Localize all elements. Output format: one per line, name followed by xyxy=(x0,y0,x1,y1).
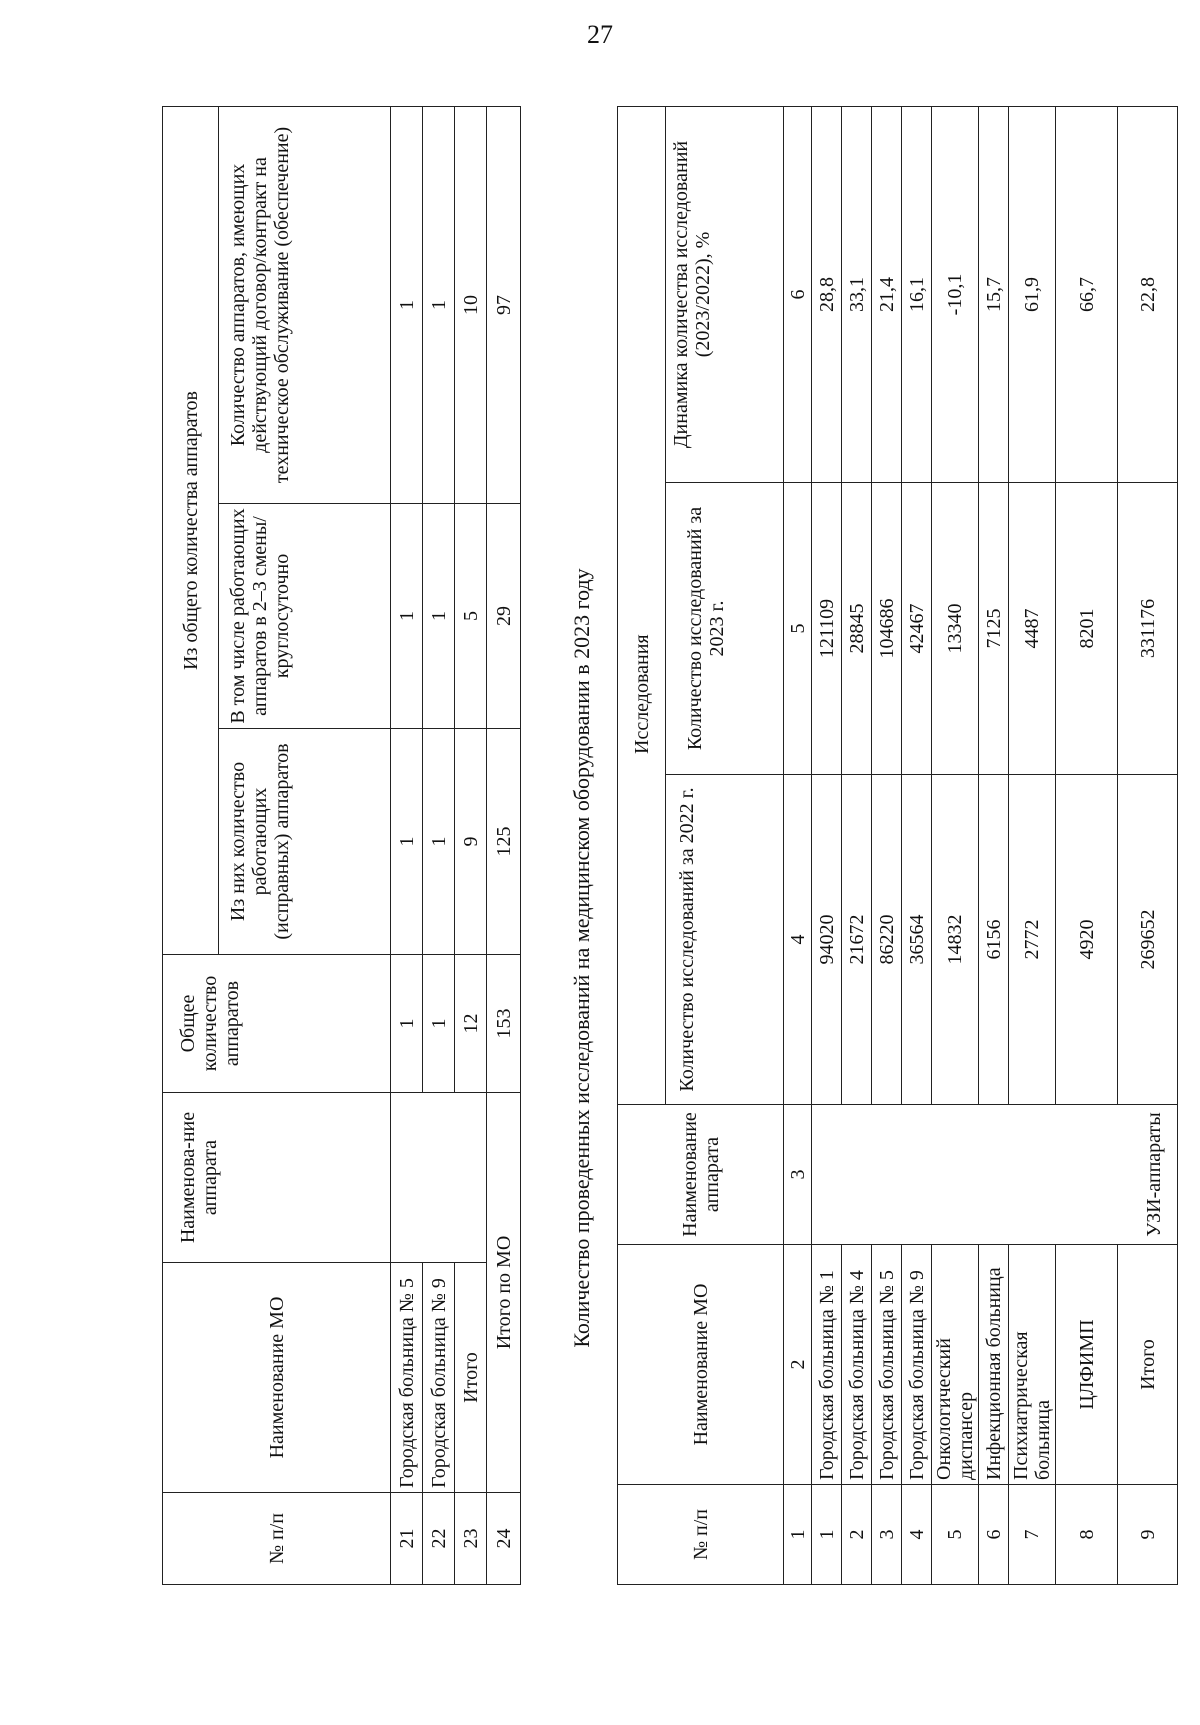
row-shifts: 1 xyxy=(423,504,455,729)
row-contract: 1 xyxy=(423,107,455,504)
header-mo-name: Наименование МО xyxy=(163,1263,391,1493)
equipment-status-table xyxy=(162,106,521,1585)
header-shifts: В том числе работающих аппаратов в 2–3 смены/ круглосуточно xyxy=(219,504,391,729)
row-2023: 28845 xyxy=(842,483,872,775)
row-dynamics: 28,8 xyxy=(812,106,842,482)
research-count-table-wrapper xyxy=(617,107,1165,1585)
row-mo: Городская больница № 5 xyxy=(872,1245,902,1485)
header-contract: Количество аппаратов, имеющих действующий договор/контракт на техническое обслуживание (обеспечение) xyxy=(219,107,391,504)
row-shifts: 29 xyxy=(487,504,521,729)
row-dynamics: 22,8 xyxy=(1118,106,1178,482)
row-dynamics: -10,1 xyxy=(932,106,979,482)
row-2023: 331176 xyxy=(1118,483,1178,775)
row-2022: 86220 xyxy=(872,775,902,1105)
table-caption: Количество проведенных исследований на медицинском оборудовании в 2023 году xyxy=(569,568,594,1348)
row-2022: 2772 xyxy=(1009,775,1056,1105)
table-row xyxy=(423,107,455,1585)
header-mo-name: Наименование МО xyxy=(618,1245,784,1485)
table-row xyxy=(391,107,423,1585)
header-working: Из них количество работающих (исправных) аппаратов xyxy=(219,729,391,955)
header-total: Общее количество аппаратов xyxy=(163,955,391,1093)
row-total: 12 xyxy=(455,955,487,1093)
row-mo: Онкологический диспансер xyxy=(932,1245,979,1485)
row-num: 23 xyxy=(455,1493,487,1585)
row-num: 8 xyxy=(1056,1485,1118,1585)
row-2023: 121109 xyxy=(812,483,842,775)
page-number: 27 xyxy=(587,20,613,49)
equipment-status-table-wrapper xyxy=(162,107,520,1585)
row-contract: 1 xyxy=(391,107,423,504)
col-number: 6 xyxy=(784,106,812,482)
header-research-blank xyxy=(618,775,666,1105)
row-2023: 7125 xyxy=(979,483,1009,775)
row-dynamics: 33,1 xyxy=(842,106,872,482)
row-2022: 6156 xyxy=(979,775,1009,1105)
header-of-total: Из общего количества аппаратов xyxy=(163,107,219,955)
header-device-name: Наименова-ние аппарата xyxy=(163,1093,391,1263)
row-2022: 14832 xyxy=(932,775,979,1105)
row-dynamics: 21,4 xyxy=(872,106,902,482)
table-row xyxy=(812,106,842,1584)
row-2022: 36564 xyxy=(902,775,932,1105)
row-mo: Итого по МО xyxy=(487,1093,521,1493)
row-num: 7 xyxy=(1009,1485,1056,1585)
table-row xyxy=(1056,106,1118,1584)
row-total: 1 xyxy=(423,955,455,1093)
row-contract: 10 xyxy=(455,107,487,504)
col-number: 3 xyxy=(784,1105,812,1245)
col-number: 5 xyxy=(784,483,812,775)
row-mo: Психиатрическая больница xyxy=(1009,1245,1056,1485)
row-shifts: 1 xyxy=(391,504,423,729)
row-2022: 4920 xyxy=(1056,775,1118,1105)
row-num: 6 xyxy=(979,1485,1009,1585)
header-device-name: Наименование аппарата xyxy=(618,1105,784,1245)
table-row xyxy=(932,106,979,1584)
row-2022: 94020 xyxy=(812,775,842,1105)
row-mo: Инфекционная больница xyxy=(979,1245,1009,1485)
row-dynamics: 16,1 xyxy=(902,106,932,482)
header-2023: Количество исследований за 2023 г. xyxy=(666,483,784,775)
row-2023: 13340 xyxy=(932,483,979,775)
row-num: 3 xyxy=(872,1485,902,1585)
column-numbers-row xyxy=(784,106,812,1584)
row-dynamics: 15,7 xyxy=(979,106,1009,482)
table-row xyxy=(455,107,487,1585)
row-num: 1 xyxy=(812,1485,842,1585)
row-num: 4 xyxy=(902,1485,932,1585)
row-mo: Городская больница № 9 xyxy=(902,1245,932,1485)
table-row xyxy=(979,106,1009,1584)
row-mo: Городская больница № 9 xyxy=(423,1263,455,1493)
col-number: 4 xyxy=(784,775,812,1105)
row-working: 1 xyxy=(391,729,423,955)
research-count-table xyxy=(617,106,1178,1585)
row-mo: ЦЛФИМП xyxy=(1056,1245,1118,1485)
row-2023: 42467 xyxy=(902,483,932,775)
table-row xyxy=(1118,106,1178,1584)
row-total: 1 xyxy=(391,955,423,1093)
table-row xyxy=(872,106,902,1584)
row-device: УЗИ-аппараты xyxy=(812,1105,1178,1245)
row-num: 9 xyxy=(1118,1485,1178,1585)
header-num: № п/п xyxy=(163,1493,391,1585)
row-working: 1 xyxy=(423,729,455,955)
row-total: 153 xyxy=(487,955,521,1093)
row-dynamics: 66,7 xyxy=(1056,106,1118,482)
row-working: 9 xyxy=(455,729,487,955)
row-shifts: 5 xyxy=(455,504,487,729)
table-row xyxy=(487,107,521,1585)
header-dynamics: Динамика количества исследований (2023/2022), % xyxy=(666,106,784,482)
header-num: № п/п xyxy=(618,1485,784,1585)
row-2023: 8201 xyxy=(1056,483,1118,775)
row-mo: Городская больница № 1 xyxy=(812,1245,842,1485)
table-row xyxy=(902,106,932,1584)
row-device xyxy=(391,1093,487,1263)
row-mo: Итого xyxy=(455,1263,487,1493)
row-num: 5 xyxy=(932,1485,979,1585)
row-2023: 104686 xyxy=(872,483,902,775)
table-row xyxy=(842,106,872,1584)
row-num: 22 xyxy=(423,1493,455,1585)
row-num: 24 xyxy=(487,1493,521,1585)
row-num: 2 xyxy=(842,1485,872,1585)
row-2022: 269652 xyxy=(1118,775,1178,1105)
table-row xyxy=(1009,106,1056,1584)
row-num: 21 xyxy=(391,1493,423,1585)
row-2023: 4487 xyxy=(1009,483,1056,775)
header-research: Исследования xyxy=(618,106,666,774)
row-contract: 97 xyxy=(487,107,521,504)
header-2022: Количество исследований за 2022 г. xyxy=(666,775,784,1105)
col-number: 1 xyxy=(784,1485,812,1585)
row-dynamics: 61,9 xyxy=(1009,106,1056,482)
row-2022: 21672 xyxy=(842,775,872,1105)
row-mo: Итого xyxy=(1118,1245,1178,1485)
row-working: 125 xyxy=(487,729,521,955)
col-number: 2 xyxy=(784,1245,812,1485)
row-mo: Городская больница № 4 xyxy=(842,1245,872,1485)
row-mo: Городская больница № 5 xyxy=(391,1263,423,1493)
